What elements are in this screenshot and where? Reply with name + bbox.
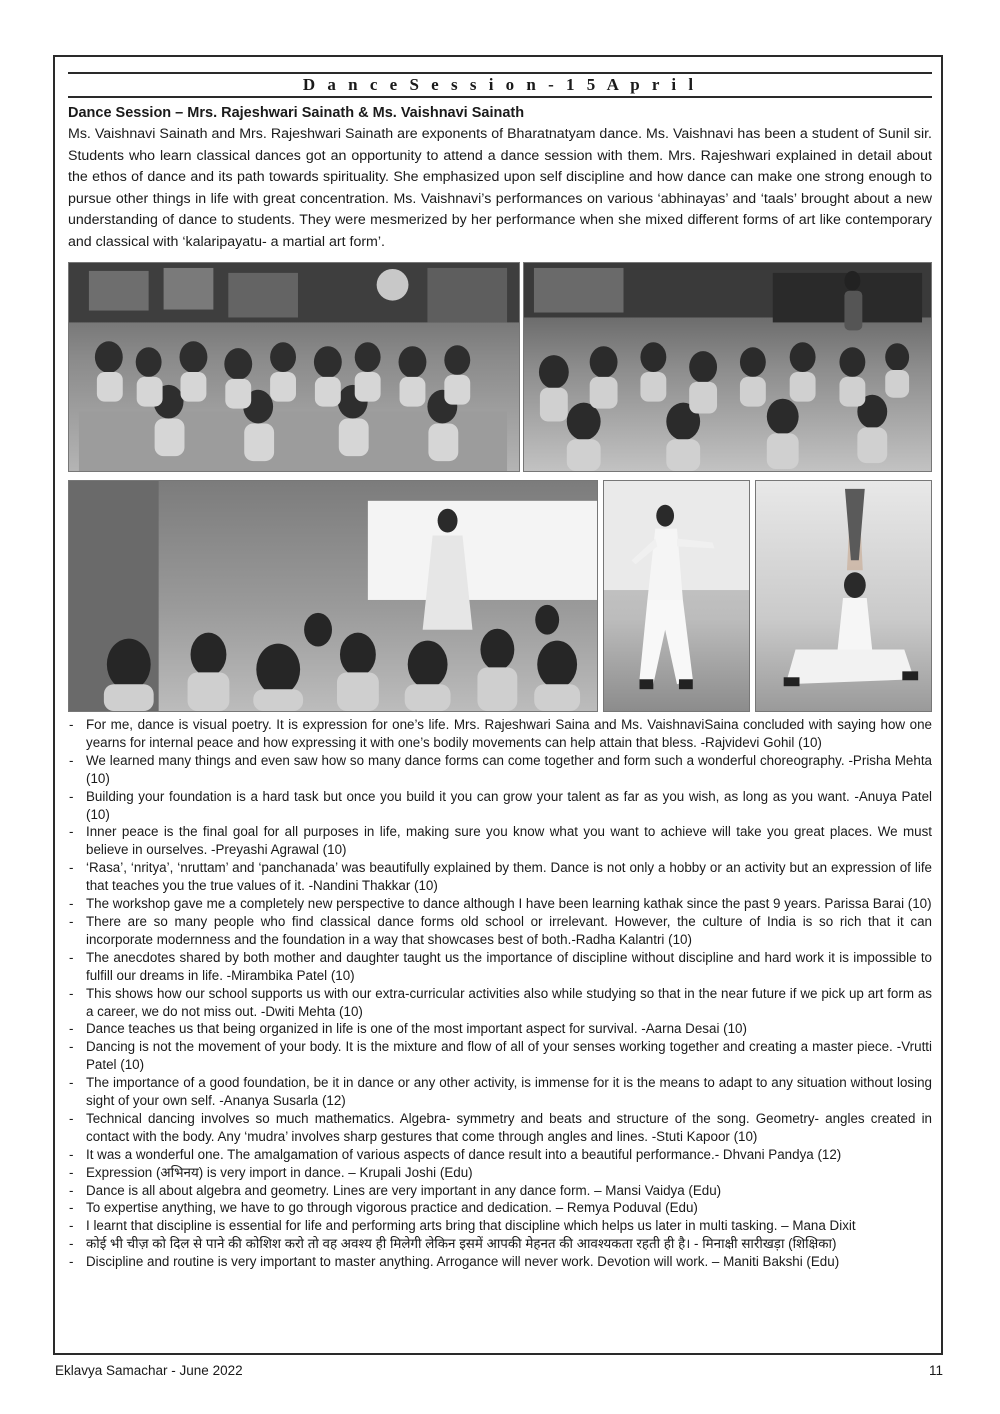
photo-dancer-seated-pose-image (756, 481, 931, 711)
photo-dancer-pose (603, 480, 750, 712)
list-item: - Expression (अभिनय) is very import in dance. – Krupali Joshi (Edu) (69, 1164, 473, 1180)
list-item: - ‘Rasa’, ‘nritya’, ‘nruttam’ and ‘panchanada’ was beautifully explained by them. Dance is not only a hobby or an activity but an expression of life that teaches you the true values of it. -Nandini Thakkar (10) (69, 860, 932, 894)
list-item: - Dance is all about algebra and geometry. Lines are very important in any dance form. – Mansi Vaidya (Edu) (69, 1182, 722, 1198)
list-item: - For me, dance is visual poetry. It is expression for one’s life. Mrs. Rajeshwari Saina and Ms. VaishnaviSaina concluded with saying how one yearns for internal peace and how expressing it with one’s bodily movements can help attain that bless. -Rajvidevi Gohil (10) (69, 717, 932, 750)
student-reflections-list (68, 716, 932, 1271)
list-item: - The workshop gave me a completely new perspective to dance although I have been learning kathak since the past 9 years. Parissa Barai (10) (69, 896, 932, 912)
footer-page-number: 11 (928, 1363, 943, 1378)
photo-students-seated-hall (68, 262, 520, 472)
article-heading: Dance Session – Mrs. Rajeshwari Sainath & Ms. Vaishnavi Sainath (68, 105, 525, 121)
footer-publication: Eklavya Samachar - June 2022 (55, 1363, 243, 1378)
photo-dancer-pose-image (604, 481, 749, 711)
list-item: - It was a wonderful one. The amalgamation of various aspects of dance result into a beautiful performance.- Dhvani Pandya (12) (69, 1146, 842, 1162)
article-intro: Ms. Vaishnavi Sainath and Mrs. Rajeshwari Sainath are exponents of Bharatnatyam dance. Ms. Vaishnavi has been a student of Sunil sir. Students who learn classical dances got an opportunity to attend a dance session with them. Mrs. Rajeshwari explained in detail about the ethos of dance and its path towards spirituality. She emphasized upon self discipline and how dance can make one strong enough to pursue other things in life with great concentration. Ms. Vaishnavi’s performances on various ‘abhinayas’ and ‘taals’ brought about a new understanding of dance to students. They were mesmerized by her performance when she mixed different forms of art like contemporary and classical with ‘kalaripayatu- a martial art form’. (68, 126, 932, 250)
list-item: - This shows how our school supports us with our extra-curricular activities also while studying so that in the near future if we pick up art form as a career, we do not miss out. -Dwiti Mehta (10) (69, 985, 932, 1019)
list-item: - The anecdotes shared by both mother and daughter taught us the importance of discipline without discipline and hard work it is impossible to fulfill our dreams in life. -Mirambika Patel (10) (69, 949, 932, 983)
list-item: - Discipline and routine is very important to master anything. Arrogance will never work. Devotion will work. – Maniti Bakshi (Edu) (69, 1254, 840, 1270)
photo-dancer-seated-pose (755, 480, 932, 712)
list-item: - कोई भी चीज़ को दिल से पाने की कोशिश करो तो वह अवश्य ही मिलेगी लेकिन इसमें आपकी मेहनत की आवश्यकता रहती ही है। - मिनाक्षी सारीखड़ा (शिक्षिका) (69, 1236, 837, 1252)
photo-speaker-addressing-students-image (69, 481, 597, 711)
list-item: - There are so many people who find classical dance forms old school or irrelevant. However, the culture of India is so rich that it can incorporate modernness and the foundation in a way that showcases best of both.-Radha Kalantri (10) (69, 913, 932, 947)
photo-students-facing-speaker-image (524, 263, 931, 471)
photo-students-seated-hall-image (69, 263, 519, 471)
section-title: D a n c e S e s s i o n - 1 5 A p r i l (302, 75, 698, 94)
photo-students-facing-speaker (523, 262, 932, 472)
list-item: - We learned many things and even saw how so many dance forms can come together and form such a wonderful choreography. -Prisha Mehta (10) (69, 752, 932, 786)
photo-speaker-addressing-students (68, 480, 598, 712)
section-title-bar (68, 72, 932, 98)
list-item: - I learnt that discipline is essential for life and performing arts bring that discipline which helps us later in multi tasking. – Mana Dixit (69, 1218, 856, 1234)
list-item: - Inner peace is the final goal for all purposes in life, making sure you know what you want to achieve will take you great places. We must believe in ourselves. -Preyashi Agrawal (10) (69, 824, 932, 858)
list-item: - Dancing is not the movement of your body. It is the mixture and flow of all of your senses working together and creating a master piece. -Vrutti Patel (10) (69, 1039, 932, 1073)
list-item: - To expertise anything, we have to go through vigorous practice and dedication. – Remya Poduval (Edu) (69, 1200, 698, 1216)
list-item: - Dance teaches us that being organized in life is one of the most important aspect for survival. -Aarna Desai (10) (69, 1021, 747, 1037)
list-item: - Building your foundation is a hard task but once you build it you can grow your talent as far as you wish, as long as you want. -Anuya Patel (10) (69, 788, 932, 822)
list-item: - The importance of a good foundation, be it in dance or any other activity, is immense for it is the means to adapt to any situation without losing sight of your own self. -Ananya Susarla (12) (69, 1075, 932, 1109)
list-item: - Technical dancing involves so much mathematics. Algebra- symmetry and beats and structure of the song. Geometry- angles created in contact with the body. Any ‘mudra’ involves sharp gestures that come through angles and lines. -Stuti Kapoor (10) (69, 1110, 932, 1144)
